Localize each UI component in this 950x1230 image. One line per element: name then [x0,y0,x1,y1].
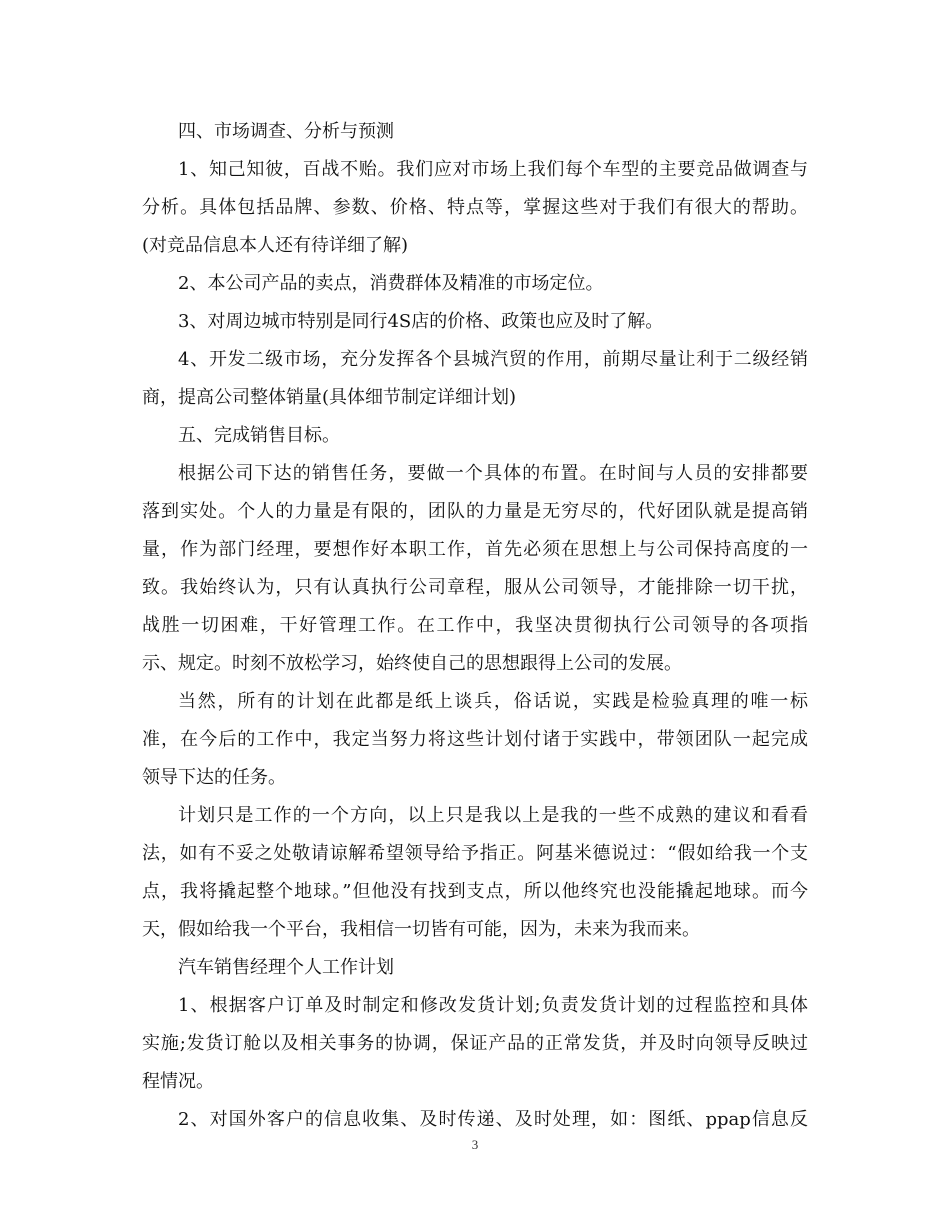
text-line: 汽车销售经理个人工作计划 [178,957,394,978]
text-line: 示、规定。时刻不放松学习，始终使自己的思想跟得上公司的发展。 [142,653,682,674]
text-line: 实施;发货订舱以及相关事务的协调，保证产品的正常发货，并及时向领导反映过 [142,1033,808,1054]
text-line: 2、对国外客户的信息收集、及时传递、及时处理，如：图纸、ppap信息反 [178,1109,808,1130]
text-line: 天，假如给我一个平台，我相信一切皆有可能，因为，未来为我而来。 [142,919,700,940]
text-line: 计划只是工作的一个方向，以上只是我以上是我的一些不成熟的建议和看看 [178,805,808,826]
text-line: 当然，所有的计划在此都是纸上谈兵，俗话说，实践是检验真理的唯一标 [178,691,808,712]
page-number: 3 [471,1137,479,1152]
text-line: 分析。具体包括品牌、参数、价格、特点等，掌握这些对于我们有很大的帮助。 [142,197,808,218]
text-line: 量，作为部门经理，要想作好本职工作，首先必须在思想上与公司保持高度的一 [142,539,808,560]
text-line: 准，在今后的工作中，我定当努力将这些计划付诸于实践中，带领团队一起完成 [142,729,808,750]
text-line: 根据公司下达的销售任务，要做一个具体的布置。在时间与人员的安排都要 [178,463,808,484]
text-line: 商，提高公司整体销量(具体细节制定详细计划) [142,387,517,408]
text-line: 四、市场调查、分析与预测 [178,121,394,142]
text-line: 2、本公司产品的卖点，消费群体及精准的市场定位。 [178,273,604,294]
text-line: 法，如有不妥之处敬请谅解希望领导给予指正。阿基米德说过：“假如给我一个支 [142,843,808,864]
text-line: 点，我将撬起整个地球。”但他没有找到支点，所以他终究也没能撬起地球。而今 [142,881,808,902]
text-line: 1、根据客户订单及时制定和修改发货计划;负责发货计划的过程监控和具体 [178,995,808,1016]
text-line: 五、完成销售目标。 [178,425,340,446]
text-line: (对竞品信息本人还有待详细了解) [142,235,409,256]
text-line: 致。我始终认为，只有认真执行公司章程，服从公司领导，才能排除一切干扰， [142,577,808,598]
text-line: 4、开发二级市场，充分发挥各个县城汽贸的作用，前期尽量让利于二级经销 [178,349,808,370]
text-line: 1、知己知彼，百战不贻。我们应对市场上我们每个车型的主要竞品做调查与 [178,159,808,180]
text-line: 领导下达的任务。 [142,767,286,788]
text-line: 落到实处。个人的力量是有限的，团队的力量是无穷尽的，代好团队就是提高销 [142,501,808,522]
text-line: 程情况。 [142,1071,214,1092]
document-body [142,113,808,1139]
text-line: 3、对周边城市特别是同行4S店的价格、政策也应及时了解。 [178,311,664,332]
text-line: 战胜一切困难，干好管理工作。在工作中，我坚决贯彻执行公司领导的各项指 [142,615,808,636]
